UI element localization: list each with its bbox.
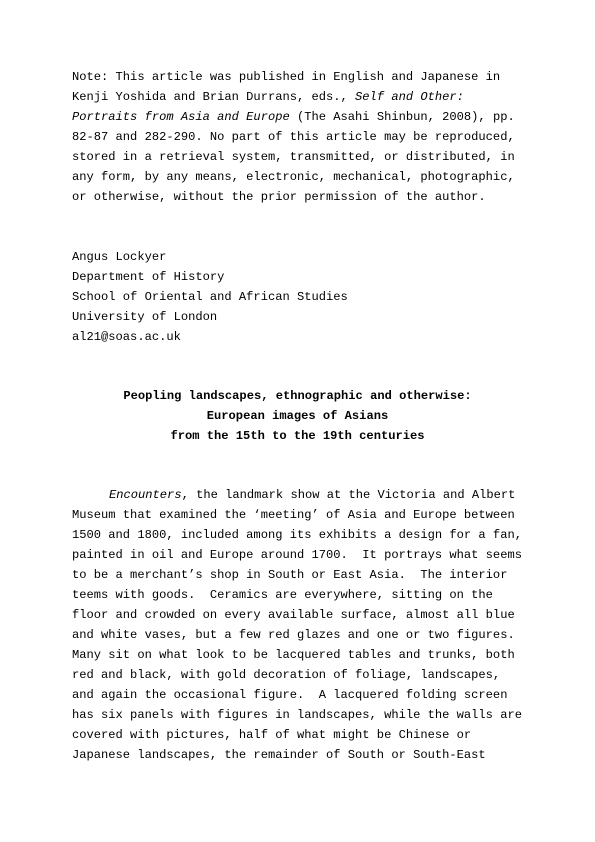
body-line: painted in oil and Europe around 1700. It portrays what seems [72, 548, 522, 562]
note-line: or otherwise, without the prior permission of the author. [72, 190, 486, 204]
exhibition-title: Encounters [109, 488, 182, 502]
book-subtitle: Portraits from Asia and Europe [72, 110, 290, 124]
note-line: Portraits from Asia and Europe (The Asahi Shinbun, 2008), pp. [72, 110, 515, 124]
body-line: to be a merchant’s shop in South or East Asia. The interior [72, 568, 508, 582]
title-line: European images of Asians [206, 409, 389, 423]
body-line: Museum that examined the ‘meeting’ of Asia and Europe between [72, 508, 515, 522]
author-email: al21@soas.ac.uk [72, 330, 181, 344]
body-line: Japanese landscapes, the remainder of South or South-East [72, 748, 486, 762]
author-school: School of Oriental and African Studies [72, 290, 348, 304]
note-line: any form, by any means, electronic, mechanical, photographic, [72, 170, 515, 184]
author-block [72, 247, 552, 347]
body-line: red and black, with gold decoration of foliage, landscapes, [72, 668, 501, 682]
title-line: from the 15th to the 19th centuries [170, 429, 425, 443]
book-title: Self and Other: [355, 90, 464, 104]
body-line: and again the occasional figure. A lacquered folding screen [72, 688, 508, 702]
article-title [60, 386, 535, 446]
title-line: Peopling landscapes, ethnographic and otherwise: [123, 389, 472, 403]
note-line: Note: This article was published in English and Japanese in [72, 70, 501, 84]
body-line: floor and crowded on every available surface, almost all blue [72, 608, 515, 622]
note-line: Kenji Yoshida and Brian Durrans, eds., Self and Other: [72, 90, 464, 104]
body-line: teems with goods. Ceramics are everywhere, sitting on the [72, 588, 493, 602]
body-line: Encounters, the landmark show at the Victoria and Albert [109, 488, 516, 502]
body-line: covered with pictures, half of what might be Chinese or [72, 728, 472, 742]
note-line: 82-87 and 282-290. No part of this article may be reproduced, [72, 130, 515, 144]
body-line: has six panels with figures in landscapes, while the walls are [72, 708, 522, 722]
author-university: University of London [72, 310, 218, 324]
author-name: Angus Lockyer [72, 250, 167, 264]
body-paragraph [72, 485, 552, 765]
body-line: and white vases, but a few red glazes and one or two figures. [72, 628, 515, 642]
note-line: stored in a retrieval system, transmitted, or distributed, in [72, 150, 515, 164]
body-line: Many sit on what look to be lacquered tables and trunks, both [72, 648, 515, 662]
body-line: 1500 and 1800, included among its exhibits a design for a fan, [72, 528, 522, 542]
author-department: Department of History [72, 270, 225, 284]
publication-note [72, 67, 552, 207]
